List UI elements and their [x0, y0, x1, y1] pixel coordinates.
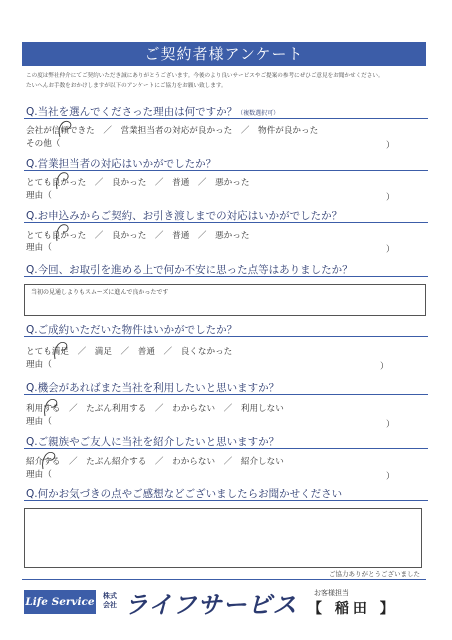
intro-line-1: この度は弊社仲介にてご契約いただき誠にありがとうございます。今後のより良いサービスやご提案の参考にぜひご意見をお聞かせください。 — [26, 73, 384, 79]
question-5-options[interactable]: とても満足 ／ 満足 ／ 普通 ／ 良くなかった — [26, 347, 233, 357]
question-8-answer-box[interactable] — [24, 508, 422, 568]
question-5-reason-close: ） — [380, 362, 389, 372]
corporation-type — [100, 592, 120, 610]
question-3-reason-close: ） — [386, 245, 395, 255]
question-3: Q.お申込みからご契約、お引き渡しまでの対応はいかがでしたか？ — [26, 210, 343, 222]
staff-name: 【 稲田 】 — [308, 601, 398, 617]
survey-title: ご契約者様アンケート — [22, 42, 426, 66]
question-3-options[interactable]: とても良かった ／ 良かった ／ 普通 ／ 悪かった — [26, 231, 250, 241]
brand-logo: Life Service — [24, 590, 96, 614]
question-7-reason-close: ） — [386, 472, 395, 482]
intro-line-2: たいへんお手数をおかけしますが以下のアンケートにご協力をお願い致します。 — [26, 83, 227, 89]
question-6: Q.機会があればまた当社を利用したいと思いますか？ — [26, 382, 280, 394]
question-7-reason-label: 理由（ — [26, 470, 52, 480]
question-4-answer-box[interactable] — [24, 284, 426, 316]
thanks-message: ご協力ありがとうございました — [329, 570, 420, 578]
question-5-reason-label: 理由（ — [26, 360, 52, 370]
question-5: Q.ご成約いただいた物件はいかがでしたか？ — [26, 324, 238, 336]
question-7-reason[interactable] — [26, 468, 52, 480]
question-2-reason-label: 理由（ — [26, 191, 52, 201]
question-2-options[interactable]: とても良かった ／ 良かった ／ 普通 ／ 悪かった — [26, 178, 250, 188]
question-2: Q.営業担当者の対応はいかがでしたか？ — [26, 158, 217, 170]
question-1-text: Q.当社を選んでくださった理由は何ですか？ — [26, 106, 238, 118]
q5-selection-mark — [50, 337, 74, 361]
question-1-note: （複数選択可） — [237, 110, 280, 117]
question-2-reason-close: ） — [386, 193, 395, 203]
question-7-options[interactable]: 紹介する ／ たぶん紹介する ／ わからない ／ 紹介しない — [26, 457, 284, 467]
intro-text — [26, 71, 430, 91]
question-6-reason-close: ） — [386, 420, 395, 430]
q1-selection-mark — [54, 117, 76, 139]
question-4: Q.今回、お取引を進める上で何か不安に思った点等はありましたか？ — [26, 264, 353, 276]
question-5-reason[interactable] — [26, 358, 52, 370]
q2-selection-mark — [52, 168, 74, 190]
question-7-rule — [24, 448, 428, 449]
question-1-other-label: その他（ — [26, 139, 61, 149]
question-2-rule — [24, 170, 428, 171]
question-2-reason[interactable] — [26, 189, 52, 201]
question-1-other[interactable] — [26, 137, 60, 149]
question-7: Q.ご親族やご友人に当社を紹介したいと思いますか？ — [26, 436, 280, 448]
staff-caption: お客様担当 — [314, 589, 349, 597]
question-3-reason[interactable] — [26, 241, 52, 253]
question-8-rule — [24, 500, 428, 501]
question-5-rule — [24, 336, 428, 337]
question-6-reason[interactable] — [26, 415, 52, 427]
question-4-answer: 当初の見通しよりもスムーズに進んで良かったです — [31, 289, 169, 296]
question-1-rule — [24, 118, 428, 119]
question-1-other-close: ） — [386, 141, 395, 151]
corporation-type-line-2: 会社 — [103, 601, 117, 609]
question-3-reason-label: 理由（ — [26, 243, 52, 253]
company-name: ライフサービス — [124, 591, 298, 619]
q3-selection-mark — [52, 220, 74, 242]
question-6-reason-label: 理由（ — [26, 417, 52, 427]
corporation-type-line-1: 株式 — [103, 592, 117, 600]
question-6-rule — [24, 394, 428, 395]
question-8: Q.何かお気づきの点やご感想などございましたらお聞かせください — [26, 488, 343, 500]
question-1-options[interactable]: 会社が信頼できた ／ 営業担当者の対応が良かった ／ 物件が良かった — [26, 126, 319, 136]
question-4-rule — [24, 276, 428, 277]
question-3-rule — [24, 222, 428, 223]
footer-rule — [22, 579, 426, 580]
question-6-options[interactable]: 利用する ／ たぶん利用する ／ わからない ／ 利用しない — [26, 404, 284, 414]
